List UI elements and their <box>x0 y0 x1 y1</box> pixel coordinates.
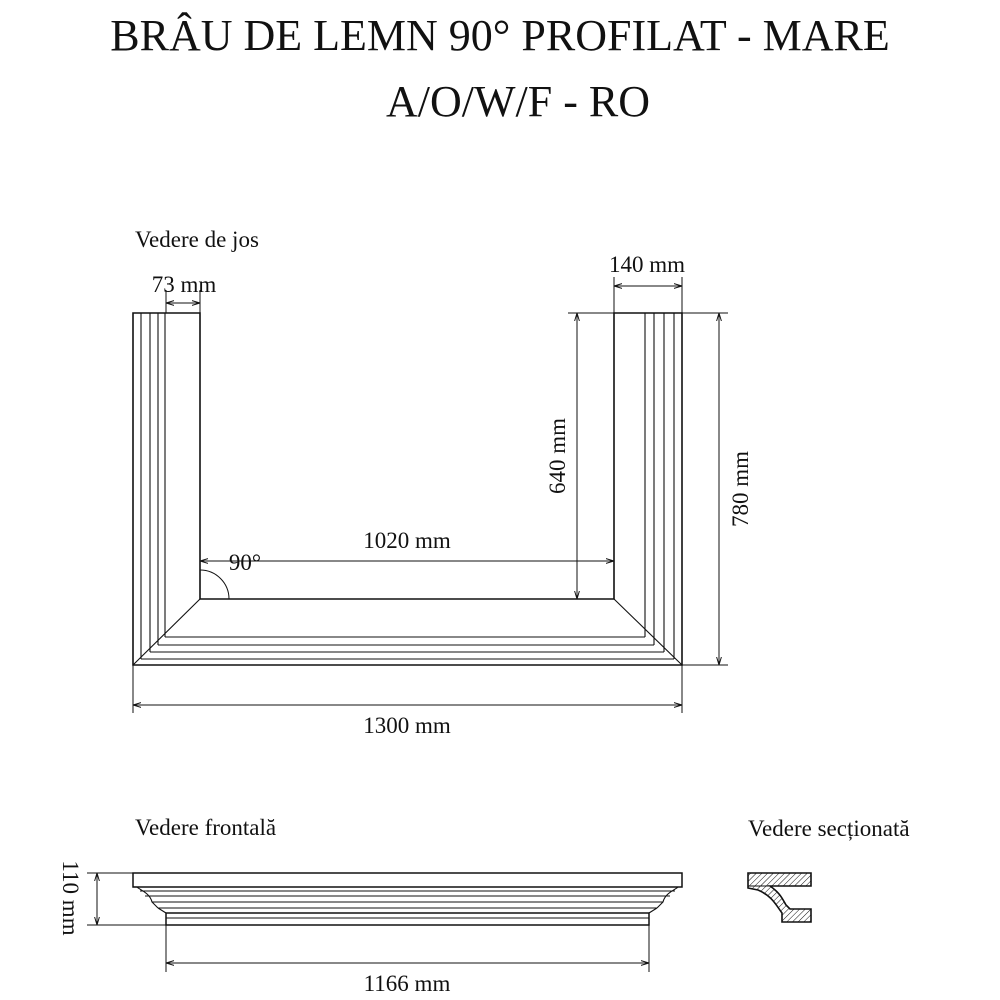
section-view-profile <box>748 873 811 922</box>
front-view-profile <box>133 873 682 925</box>
drawing-title: BRÂU DE LEMN 90° PROFILAT - MARE <box>110 11 890 60</box>
dim-side-width-label: 73 mm <box>151 272 217 297</box>
bottom-view-label: Vedere de jos <box>135 227 259 252</box>
dim-side-depth <box>614 277 682 313</box>
dim-inner-width-label: 1020 mm <box>363 528 451 553</box>
angle-arc <box>200 570 229 599</box>
section-view-label: Vedere secționată <box>748 816 910 841</box>
dim-side-depth-label: 140 mm <box>608 252 686 277</box>
dim-front-inner-width-label: 1166 mm <box>363 971 451 996</box>
drawing-subtitle: A/O/W/F - RO <box>386 77 650 126</box>
dim-outer-length-label: 780 mm <box>728 450 753 528</box>
dim-outer-width-label: 1300 mm <box>363 713 451 738</box>
dim-inner-length <box>568 313 614 599</box>
dim-inner-length-label: 640 mm <box>545 417 570 495</box>
bottom-view-frame <box>133 313 682 665</box>
dim-outer-length <box>682 313 728 665</box>
angle-label: 90° <box>228 550 262 575</box>
dim-outer-width <box>133 665 682 713</box>
dim-height <box>87 873 166 925</box>
front-view-label: Vedere frontală <box>135 815 277 840</box>
dim-height-label: 110 mm <box>58 860 83 936</box>
dim-front-inner-width <box>166 925 649 972</box>
